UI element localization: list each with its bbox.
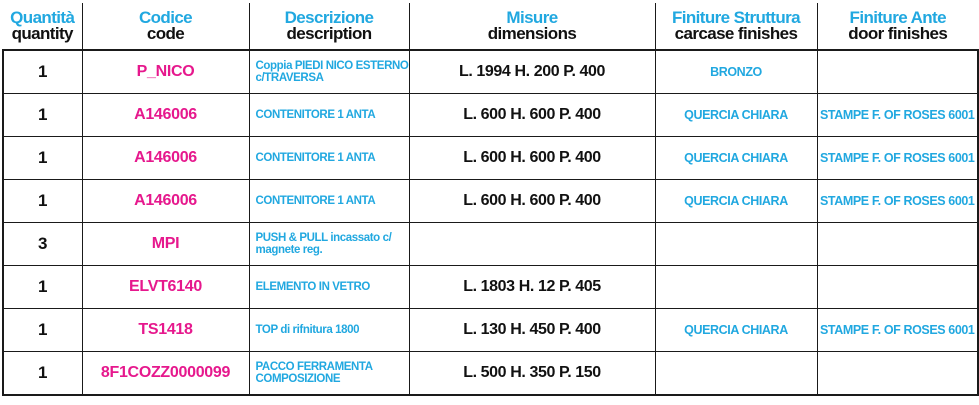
carcase-finish-cell: BRONZO xyxy=(655,50,817,94)
door-finish-cell xyxy=(817,50,978,94)
header-dimensions xyxy=(409,3,655,50)
door-finish-cell: STAMPE F. OF ROSES 6001 xyxy=(817,94,978,137)
quantity-cell: 3 xyxy=(3,223,82,266)
dimensions-cell: L. 130 H. 450 P. 400 xyxy=(409,309,655,352)
carcase-finish-cell: QUERCIA CHIARA xyxy=(655,137,817,180)
table-row xyxy=(3,94,978,137)
door-finish-cell: STAMPE F. OF ROSES 6001 xyxy=(817,180,978,223)
header-description-en: description xyxy=(286,24,372,43)
header-door-finishes-en: door finishes xyxy=(848,24,948,43)
header-code-it: Codice xyxy=(138,8,193,27)
quantity-cell: 1 xyxy=(3,180,82,223)
quantity-cell: 1 xyxy=(3,309,82,352)
header-carcase-finishes-en: carcase finishes xyxy=(674,24,798,43)
dimensions-cell: L. 600 H. 600 P. 400 xyxy=(409,94,655,137)
code-cell: ELVT6140 xyxy=(82,266,249,309)
table-header-row xyxy=(3,3,978,50)
header-dimensions-en: dimensions xyxy=(487,24,577,43)
header-description xyxy=(249,3,409,50)
header-code xyxy=(82,3,249,50)
code-cell: TS1418 xyxy=(82,309,249,352)
table-row xyxy=(3,309,978,352)
door-finish-cell xyxy=(817,223,978,266)
dimensions-cell: L. 600 H. 600 P. 400 xyxy=(409,180,655,223)
description-cell: CONTENITORE 1 ANTA xyxy=(249,94,409,137)
code-cell: A146006 xyxy=(82,137,249,180)
table-row xyxy=(3,223,978,266)
carcase-finish-cell: QUERCIA CHIARA xyxy=(655,309,817,352)
code-cell: 8F1COZZ0000099 xyxy=(82,352,249,396)
description-cell: PACCO FERRAMENTA COMPOSIZIONE xyxy=(249,352,409,396)
dimensions-cell: L. 600 H. 600 P. 400 xyxy=(409,137,655,180)
door-finish-cell xyxy=(817,266,978,309)
code-cell: MPI xyxy=(82,223,249,266)
carcase-finish-cell xyxy=(655,266,817,309)
dimensions-cell: L. 1994 H. 200 P. 400 xyxy=(409,50,655,94)
code-cell: A146006 xyxy=(82,94,249,137)
header-quantity-it: Quantità xyxy=(10,8,75,27)
header-quantity-en: quantity xyxy=(11,24,73,43)
dimensions-cell xyxy=(409,223,655,266)
description-cell: ELEMENTO IN VETRO xyxy=(249,266,409,309)
carcase-finish-cell xyxy=(655,352,817,396)
quantity-cell: 1 xyxy=(3,50,82,94)
description-cell: CONTENITORE 1 ANTA xyxy=(249,180,409,223)
dimensions-cell: L. 1803 H. 12 P. 405 xyxy=(409,266,655,309)
quantity-cell: 1 xyxy=(3,266,82,309)
parts-table xyxy=(2,3,979,396)
table-row xyxy=(3,137,978,180)
header-dimensions-it: Misure xyxy=(506,8,558,27)
dimensions-cell: L. 500 H. 350 P. 150 xyxy=(409,352,655,396)
quantity-cell: 1 xyxy=(3,94,82,137)
code-cell: A146006 xyxy=(82,180,249,223)
quantity-cell: 1 xyxy=(3,352,82,396)
header-carcase-finishes-it: Finiture Struttura xyxy=(671,8,801,27)
header-door-finishes xyxy=(817,3,978,50)
header-code-en: code xyxy=(146,24,185,43)
description-cell: CONTENITORE 1 ANTA xyxy=(249,137,409,180)
header-description-it: Descrizione xyxy=(284,8,374,27)
door-finish-cell: STAMPE F. OF ROSES 6001 xyxy=(817,137,978,180)
description-cell: TOP di rifnitura 1800 xyxy=(249,309,409,352)
table-row xyxy=(3,50,978,94)
code-cell: P_NICO xyxy=(82,50,249,94)
carcase-finish-cell: QUERCIA CHIARA xyxy=(655,94,817,137)
header-quantity xyxy=(3,3,82,50)
header-door-finishes-it: Finiture Ante xyxy=(849,8,946,27)
header-carcase-finishes xyxy=(655,3,817,50)
description-cell: Coppia PIEDI NICO ESTERNO c/TRAVERSA xyxy=(249,50,409,94)
quantity-cell: 1 xyxy=(3,137,82,180)
door-finish-cell xyxy=(817,352,978,396)
door-finish-cell: STAMPE F. OF ROSES 6001 xyxy=(817,309,978,352)
table-row xyxy=(3,352,978,396)
carcase-finish-cell: QUERCIA CHIARA xyxy=(655,180,817,223)
carcase-finish-cell xyxy=(655,223,817,266)
description-cell: PUSH & PULL incassato c/ magnete reg. xyxy=(249,223,409,266)
table-row xyxy=(3,266,978,309)
table-row xyxy=(3,180,978,223)
